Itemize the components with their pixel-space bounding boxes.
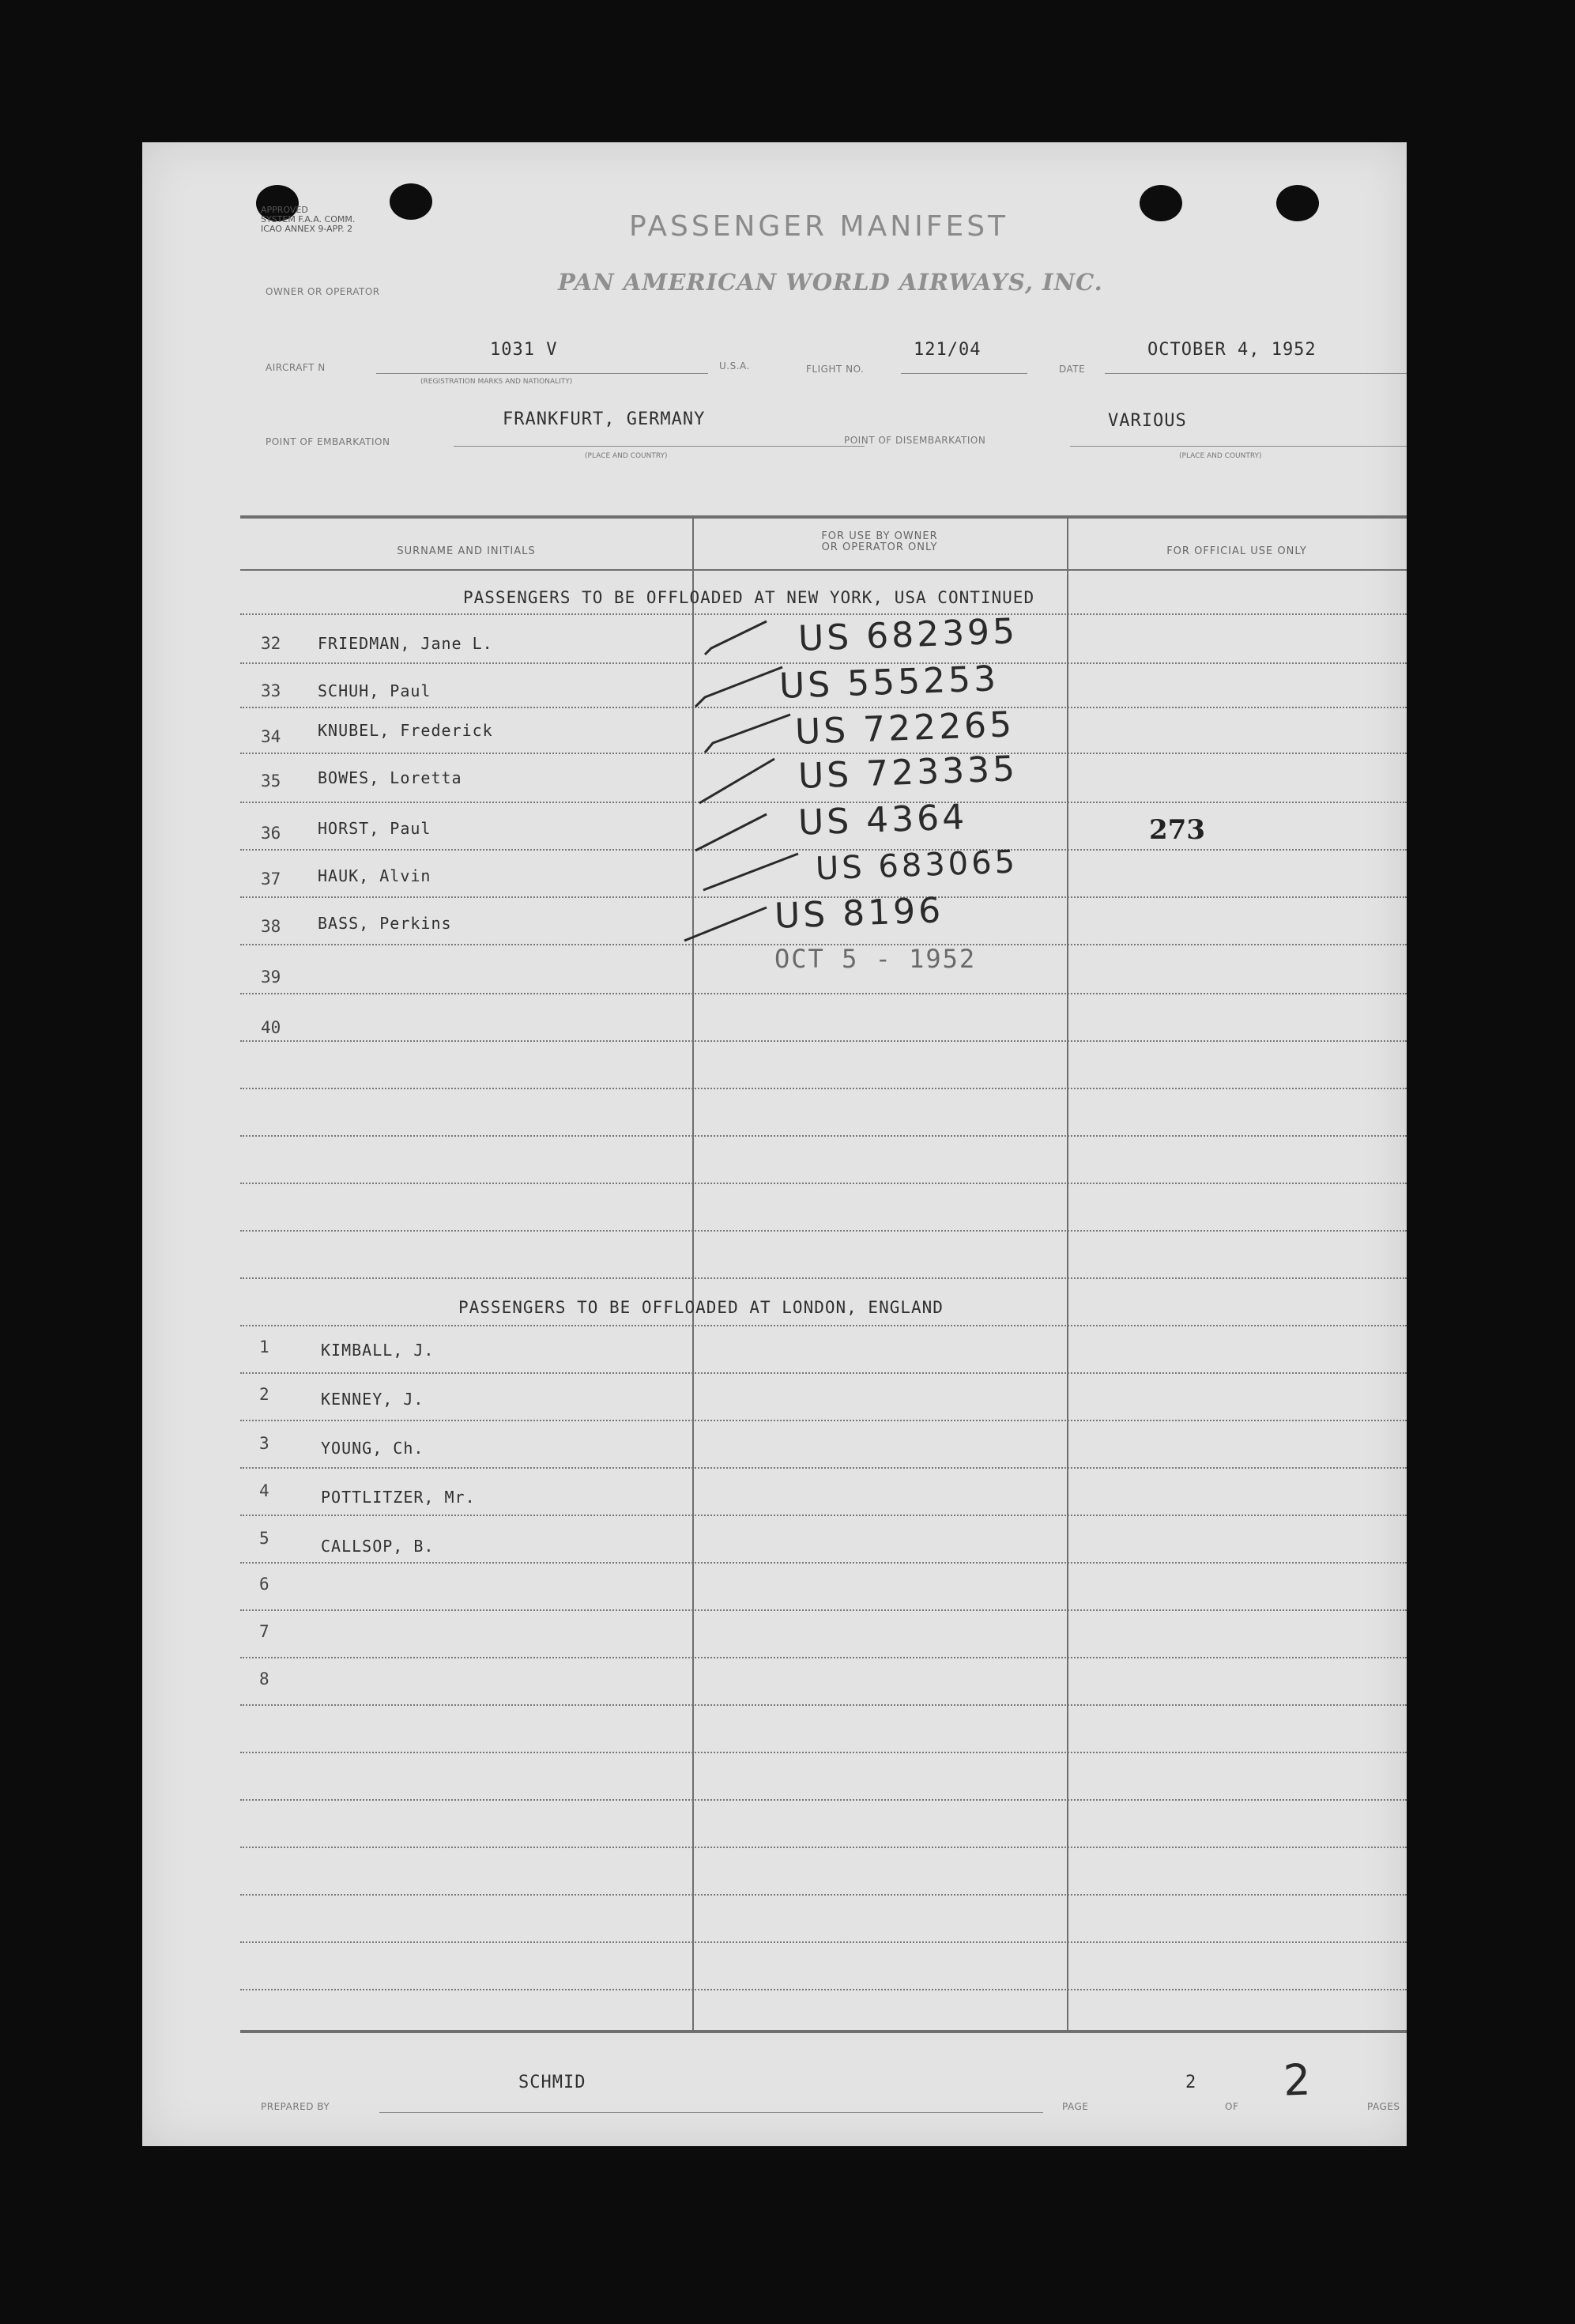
row-line	[240, 1989, 1407, 1990]
row-number: 36	[261, 824, 281, 843]
column-header-official: FOR OFFICIAL USE ONLY	[1166, 545, 1307, 557]
disembarkation-label: POINT OF DISEMBARKATION	[844, 435, 986, 446]
page-value: 2	[1185, 2073, 1197, 2092]
owner-note: US 722265	[794, 704, 1015, 753]
tick-mark	[684, 907, 767, 941]
row-line	[240, 1704, 1407, 1706]
section-heading-london: PASSENGERS TO BE OFFLOADED AT LONDON, ENGLAND	[458, 1298, 944, 1317]
pages-label: PAGES	[1367, 2101, 1400, 2112]
usa-label: U.S.A.	[719, 360, 750, 372]
row-number: 1	[259, 1337, 269, 1356]
row-number: 8	[259, 1669, 269, 1688]
page-label: PAGE	[1062, 2101, 1089, 2112]
passenger-name: KNUBEL, Frederick	[318, 721, 493, 740]
prepared-by-label: PREPARED BY	[261, 2101, 330, 2112]
owner-use-line: OR OPERATOR ONLY	[821, 541, 938, 553]
airline-name: PAN AMERICAN WORLD AIRWAYS, INC.	[558, 269, 1103, 296]
page-title: PASSENGER MANIFEST	[629, 210, 1009, 243]
row-number: 6	[259, 1575, 269, 1594]
date-stamp: OCT 5 - 1952	[774, 944, 977, 974]
passenger-name: SCHUH, Paul	[318, 681, 431, 700]
owner-use-line: FOR USE BY OWNER	[821, 530, 938, 542]
passenger-name: BASS, Perkins	[318, 914, 452, 933]
row-line	[240, 1277, 1407, 1279]
column-header-surname: SURNAME AND INITIALS	[397, 545, 536, 557]
row-line	[240, 1183, 1407, 1184]
disembarkation-value: VARIOUS	[1108, 411, 1187, 431]
row-line	[240, 1372, 1407, 1374]
row-number: 35	[261, 772, 281, 790]
place-country-caption: (PLACE AND COUNTRY)	[585, 452, 668, 460]
row-number: 39	[261, 968, 281, 987]
row-line	[240, 1894, 1407, 1896]
row-line	[240, 1657, 1407, 1658]
passenger-name: BOWES, Loretta	[318, 768, 462, 787]
approval-line: ICAO ANNEX 9-APP. 2	[261, 224, 353, 234]
section-heading-new-york: PASSENGERS TO BE OFFLOADED AT NEW YORK, USA CONTINUED	[463, 588, 1035, 607]
row-line	[240, 1609, 1407, 1611]
row-line	[240, 1230, 1407, 1232]
date-label: DATE	[1059, 364, 1086, 375]
aircraft-label: AIRCRAFT N	[266, 362, 326, 373]
row-line	[240, 1562, 1407, 1564]
row-number: 38	[261, 917, 281, 936]
manifest-sheet	[142, 142, 1407, 2146]
tick-mark	[705, 621, 767, 655]
passenger-name: YOUNG, Ch.	[321, 1439, 424, 1458]
passenger-name: KIMBALL, J.	[321, 1341, 435, 1360]
passenger-name: HORST, Paul	[318, 819, 431, 838]
owner-note: US 682395	[797, 611, 1019, 659]
place-country-caption-right: (PLACE AND COUNTRY)	[1179, 452, 1262, 460]
row-line	[240, 1752, 1407, 1753]
row-number: 33	[261, 681, 281, 700]
row-number: 37	[261, 870, 281, 888]
prepared-by-underline	[379, 2112, 1043, 2113]
row-line	[240, 1515, 1407, 1516]
row-line	[240, 1325, 1407, 1326]
owner-label: OWNER OR OPERATOR	[266, 286, 380, 297]
owner-note: US 8196	[774, 890, 944, 937]
official-use-value: 273	[1149, 814, 1205, 846]
row-number: 34	[261, 727, 281, 746]
approval-line: APPROVED	[261, 205, 308, 215]
tick-marks	[142, 142, 1407, 1170]
tick-mark	[699, 759, 774, 803]
row-line	[240, 1799, 1407, 1801]
row-number: 32	[261, 634, 281, 653]
row-line	[240, 1847, 1407, 1848]
row-number: 3	[259, 1434, 269, 1453]
row-line	[240, 1467, 1407, 1469]
embarkation-label: POINT OF EMBARKATION	[266, 436, 390, 447]
owner-note: US 683065	[815, 843, 1019, 888]
tick-mark	[705, 715, 790, 753]
row-line	[240, 1420, 1407, 1421]
row-number: 7	[259, 1622, 269, 1641]
prepared-by-value: SCHMID	[518, 2073, 586, 2092]
approval-line: SYSTEM F.A.A. COMM.	[261, 214, 356, 224]
of-label: OF	[1225, 2101, 1239, 2112]
tick-mark	[695, 814, 767, 851]
owner-note: US 4364	[797, 797, 968, 843]
owner-note: US 723335	[797, 749, 1019, 797]
passenger-name: HAUK, Alvin	[318, 866, 431, 885]
passenger-name: FRIEDMAN, Jane L.	[318, 634, 493, 653]
row-number: 2	[259, 1385, 269, 1404]
tick-mark	[703, 854, 798, 890]
row-number: 4	[259, 1481, 269, 1500]
row-number: 5	[259, 1529, 269, 1548]
of-value: 2	[1282, 2054, 1315, 2106]
passenger-name: KENNEY, J.	[321, 1390, 424, 1409]
row-line	[240, 1941, 1407, 1943]
registration-caption: (REGISTRATION MARKS AND NATIONALITY)	[420, 378, 573, 386]
passenger-name: CALLSOP, B.	[321, 1537, 435, 1556]
embarkation-value: FRANKFURT, GERMANY	[503, 409, 706, 429]
flight-label: FLIGHT NO.	[806, 364, 865, 375]
table-bottom-border	[240, 2030, 1407, 2033]
aircraft-value: 1031 V	[490, 340, 558, 360]
flight-value: 121/04	[914, 340, 982, 360]
row-number: 40	[261, 1018, 281, 1037]
passenger-name: POTTLITZER, Mr.	[321, 1488, 476, 1507]
owner-note: US 555253	[778, 658, 1000, 707]
date-value: OCTOBER 4, 1952	[1147, 340, 1317, 360]
tick-mark	[695, 667, 782, 707]
